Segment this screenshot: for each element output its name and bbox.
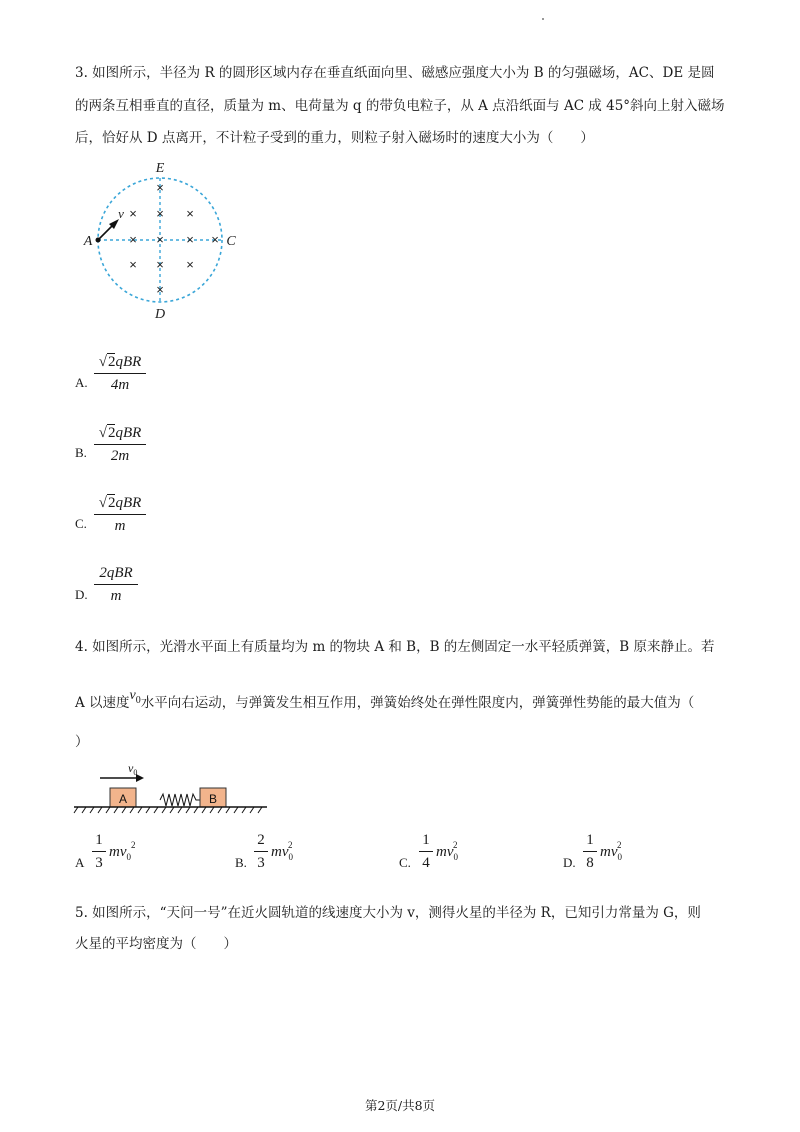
field-cross: × (156, 257, 164, 272)
label-d: D (154, 307, 166, 322)
option-label: B. (235, 855, 247, 870)
q3-text-line-3: 后，恰好从 D 点离开，不计粒子受到的重力，则粒子射入磁场时的速度大小为（ ） (75, 130, 594, 146)
option-label: C. (399, 855, 411, 870)
q4-spring-blocks-figure (72, 760, 272, 815)
q4-text-line-2: A 以速度$v_0$水平向右运动，与弹簧发生相互作用，弹簧始终处在弹性限度内，弹簧弹性势能的最大值为（ (75, 688, 695, 711)
option-fraction: 1 4 (419, 830, 433, 873)
page-number: 第2页/共8页 (364, 1098, 436, 1113)
option-label: D. (563, 855, 576, 870)
field-cross: × (156, 232, 164, 247)
q5-text-line-1: 5. 如图所示，“天问一号”在近火圆轨道的线速度大小为 v，测得火星的半径为 R，已知引力常量为 G，则 (75, 905, 701, 921)
field-cross: × (129, 206, 137, 221)
q3-text-line-1: 3. 如图所示，半径为 R 的圆形区域内存在垂直纸面向里、磁感应强度大小为 B 的匀强磁场，AC、DE 是圆 (75, 65, 715, 81)
field-cross: × (211, 232, 219, 247)
option-label: A (75, 855, 85, 870)
field-cross: × (156, 282, 164, 297)
option-label: D. (75, 587, 88, 602)
option-fraction: 2qBR m (94, 563, 138, 606)
q4-text-line-3: ） (75, 734, 89, 750)
field-cross: × (186, 257, 194, 272)
q3-text-line-2: 的两条互相垂直的直径，质量为 m、电荷量为 q 的带负电粒子，从 A 点沿纸面与 AC 成 45°斜向上射入磁场 (75, 98, 725, 114)
option-label: A. (75, 375, 88, 390)
option-fraction: 1 3 (92, 830, 106, 873)
field-cross: × (186, 232, 194, 247)
block-a-label: A (118, 792, 128, 806)
option-label: C. (75, 516, 87, 531)
option-fraction: √2qBR m (94, 493, 146, 536)
velocity-symbol: $v_0$ (129, 688, 141, 706)
scan-speck (542, 18, 544, 20)
velocity-label: $v_0$ (128, 761, 138, 777)
option-fraction: 1 8 (583, 830, 597, 873)
q4-text-line-1: 4. 如图所示，光滑水平面上有质量均为 m 的物块 A 和 B，B 的左侧固定一水平轻质弹簧，B 原来静止。若 (75, 639, 715, 655)
option-fraction: 2 3 (254, 830, 268, 873)
option-expression: $mv_0^2$ (271, 840, 293, 862)
field-cross: × (156, 180, 164, 195)
option-expression: $mv_0^2$ (600, 840, 622, 862)
option-expression: $mv_0^2$ (436, 840, 458, 862)
sqrt-symbol: √2 (98, 354, 116, 370)
label-e: E (155, 161, 165, 176)
sqrt-symbol: √2 (98, 495, 116, 511)
q5-text-line-2: 火星的平均密度为（ ） (75, 936, 237, 952)
label-a: A (83, 234, 93, 249)
option-expression: $mv_0^2$ (109, 840, 136, 862)
sqrt-symbol: √2 (98, 425, 116, 441)
label-c: C (226, 234, 236, 249)
option-fraction: √2qBR 2m (94, 423, 146, 466)
spring (160, 794, 200, 806)
option-label: B. (75, 445, 87, 460)
option-fraction: √2qBR 4m (94, 352, 146, 395)
ground-hatching (74, 807, 262, 813)
field-cross: × (129, 257, 137, 272)
q3-magnetic-field-figure (75, 158, 245, 323)
field-cross: × (129, 232, 137, 247)
field-cross: × (156, 206, 164, 221)
label-v: v (118, 206, 124, 221)
block-b-label: B (208, 792, 218, 806)
field-cross: × (186, 206, 194, 221)
